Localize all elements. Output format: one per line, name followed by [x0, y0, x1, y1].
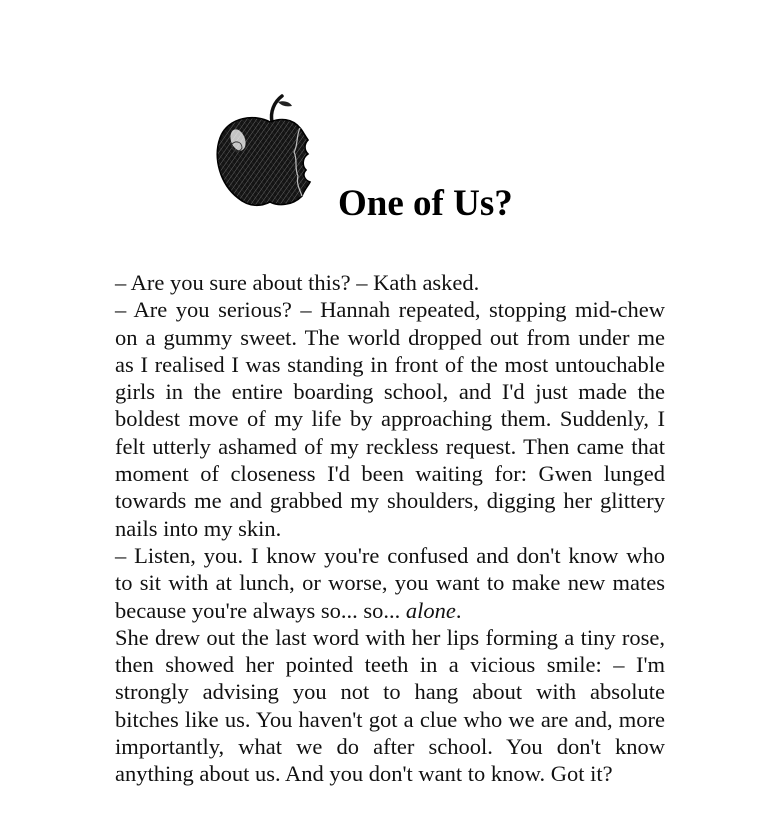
- italic-word: alone: [405, 597, 456, 623]
- paragraph: [115, 542, 665, 624]
- paragraph-text: .: [455, 597, 462, 623]
- chapter-title: One of Us?: [338, 183, 513, 224]
- bitten-apple-icon: [212, 92, 334, 214]
- chapter-body: [115, 269, 665, 788]
- paragraph: – Are you sure about this? – Kath asked.: [115, 270, 480, 295]
- paragraph-text: – Listen, you. I know you're confused and don't know who to sit with at lunch, or worse, you want to make new mates because you're always so... so...: [115, 542, 665, 623]
- paragraph: – Are you serious? – Hannah repeated, stopping mid-chew on a gummy sweet. The world dropped out from under me as I realised I was standing in front of the most untouchable girls in the entire boarding school, and I'd just made the boldest move of my life by approaching them. Suddenly, I felt utterly ashamed of my reckless request. Then came that moment of closeness I'd been waiting for: Gwen lunged towards me and grabbed my shoulders, digging her glittery nails into my skin.: [115, 297, 665, 541]
- paragraph: She drew out the last word with her lips forming a tiny rose, then showed her pointed teeth in a vicious smile: – I'm strongly advising you not to hang about with absolute bitches like us. You haven't got a clue who we are and, more importantly, what we do after school. You don't know anything about us. And you don't want to know. Got it?: [115, 624, 665, 787]
